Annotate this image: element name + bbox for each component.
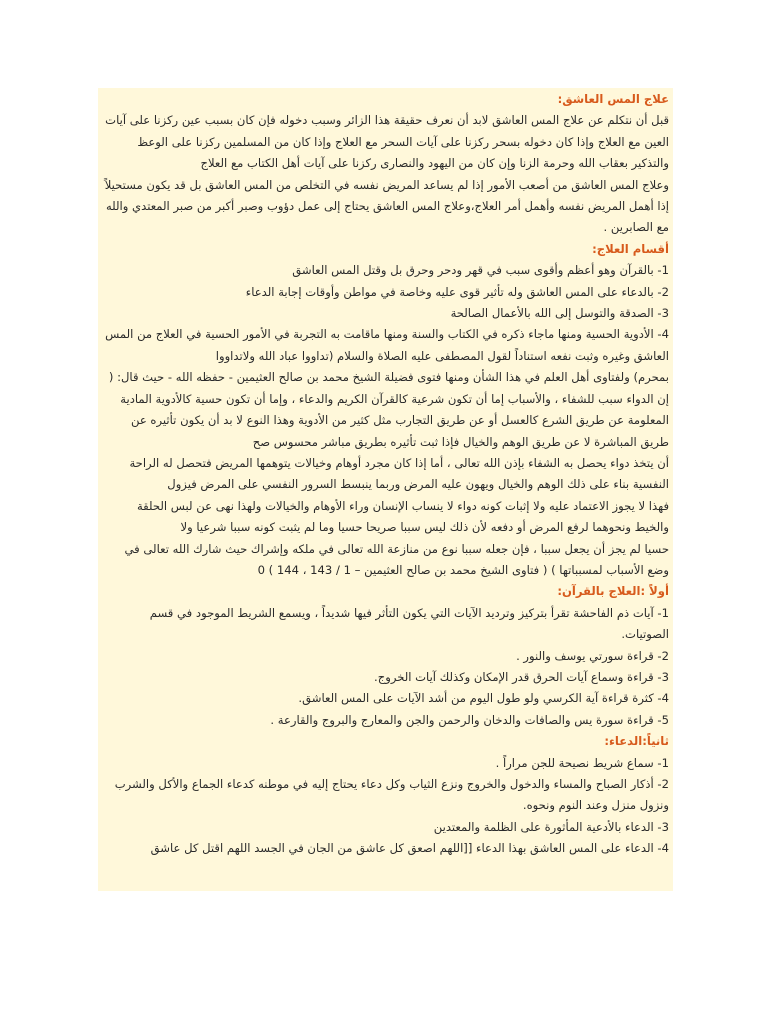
- section-heading-types: أقسام العلاج:: [592, 241, 669, 256]
- list-item: أن يتخذ دواء يحصل به الشفاء بإذن الله تعالى ، أما إذا كان مجرد أوهام وخيالات يتوهمها المريض فتحصل له الراحة النفسية بناء على ذلك الوهم والخيال ويهون عليه المرض وربما ينبسط السرور النفسي على المرض فيزول: [129, 455, 669, 492]
- intro-paragraph: قبل أن نتكلم عن علاج المس العاشق لابد أن نعرف حقيقة هذا الزائر وسبب دخوله فإن كان بسبب عين ركزنا على آيات العين مع العلاج وإذا كان دخوله بسحر ركزنا على آيات السحر مع العلاج وإذا كان من المسلمين ركزنا على الوعظ والتذكير بعقاب الله وحرمة الزنا وإن كان من اليهود والنصارى ركزنا على آيات أهل الكتاب مع العلاج: [105, 113, 669, 171]
- section-heading-quran: أولاً :العلاج بالقرآن:: [557, 584, 669, 599]
- list-item: 1- بالقرآن وهو أعظم وأقوى سبب في قهر ودحر وحرق بل وقتل المس العاشق: [292, 263, 669, 278]
- intro-paragraph: وعلاج المس العاشق من أصعب الأمور إذا لم يساعد المريض نفسه في التخلص من المس العاشق بل قد يكون مستحيلاً إذا أهمل المريض نفسه وأهمل أمر العلاج،وعلاج المس العاشق يحتاج إلى عمل دؤوب وصبر أكبر من صبر المعتدي والله مع الصابرين .: [104, 177, 669, 235]
- list-item: 4- الدعاء على المس العاشق بهذا الدعاء [[اللهم اصعق كل عاشق من الجان في الجسد اللهم اقتل كل عاشق: [150, 841, 669, 856]
- list-item: 2- بالدعاء على المس العاشق وله تأثير قوى عليه وخاصة في مواطن وأوقات إجابة الدعاء: [245, 284, 669, 299]
- list-item: 4- الأدوية الحسية ومنها ماجاء ذكره في الكتاب والسنة ومنها ماقامت به التجربة في الأمور الحسية في العلاج من المس العاشق وغيره وثبت نفعه استناداً لقول المصطفى عليه الصلاة والسلام (تداووا عباد الله ولاتداووا: [105, 327, 669, 363]
- list-item: بمحرم) ولفتاوى أهل العلم في هذا الشأن ومنها فتوى فضيلة الشيخ محمد بن صالح العثيمين - حفظه الله - حيث قال: ( إن الدواء سبب للشفاء ، والأسباب إما أن تكون شرعية كالقرآن الكريم والدعاء ، وإما أن تكون حسية كالأدوية المادية المعلومة عن طريق الشرع كالعسل أو عن طريق التجارب مثل كثير من الأدوية وهذا النوع لا بد أن يكون تأثيره عن طريق المباشرة لا عن طريق الوهم والخيال فإذا ثبت تأثيره بطريق مباشر محسوس صح: [108, 370, 669, 449]
- list-item: 3- الصدقة والتوسل إلى الله بالأعمال الصالحة: [450, 306, 669, 321]
- section-heading-dua: ثانياً:الدعاء:: [604, 734, 669, 749]
- list-item: 1- آيات ذم الفاحشة تقرأ بتركيز وترديد الآيات التي يكون التأثر فيها شديداً ، ويسمع الشريط الموجود في قسم الصوتيات.: [149, 605, 669, 642]
- list-item: 1- سماع شريط نصيحة للجن مراراً .: [495, 755, 669, 770]
- list-item: 5- قراءة سورة يس والصافات والدخان والرحمن والجن والمعارج والبروج والقارعة .: [270, 712, 669, 727]
- document-title: علاج المس العاشق:: [557, 92, 669, 106]
- list-item: 2- قراءة سورتي يوسف والنور .: [516, 648, 669, 663]
- list-item: حسيا لم يجز أن يجعل سببا ، فإن جعله سببا نوع من منازعة الله تعالى في ملكه وإشراك حيث شارك الله تعالى في وضع الأسباب لمسبباتها ) ( فتاوى الشيخ محمد بن صالح العثيمين – 1 / 143 ، 144 ) 0: [124, 541, 669, 577]
- document-body: [98, 88, 673, 891]
- list-item: 3- قراءة وسماع آيات الحرق قدر الإمكان وكذلك آيات الخروج.: [374, 669, 669, 684]
- list-item: 3- الدعاء بالأدعية المأثورة على الظلمة والمعتدين: [433, 819, 669, 834]
- list-item: 4- كثرة قراءة آية الكرسي ولو طول اليوم من أشد الآيات على المس العاشق.: [298, 691, 669, 706]
- list-item: فهذا لا يجوز الاعتماد عليه ولا إثبات كونه دواء لا ينساب الإنسان وراء الأوهام والخيالات ولهذا نهى عن لبس الحلقة والخيط ونحوهما لرفع المرض أو دفعه لأن ذلك ليس سببا صريحا حسيا وما لم يثبت كونه سببا شرعيا ولا: [136, 498, 669, 535]
- list-item: 2- أذكار الصباح والمساء والدخول والخروج ونزع الثياب وكل دعاء يحتاج إليه في موطنه كدعاء الجماع والأكل والشرب ونزول منزل وعند النوم ونحوه.: [114, 777, 669, 813]
